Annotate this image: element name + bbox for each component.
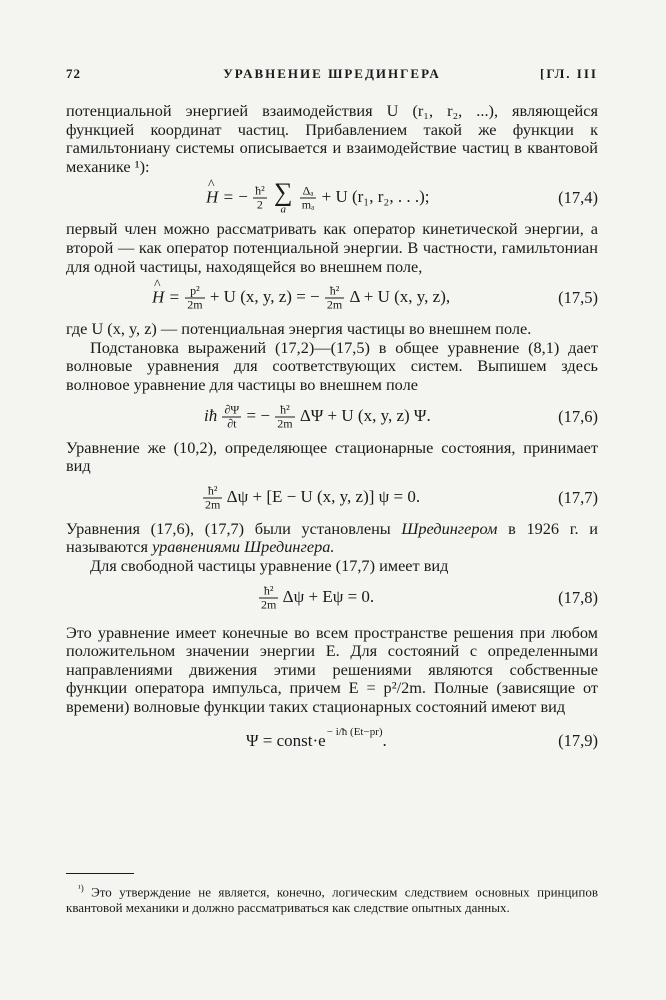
fraction: $\frac{\text{Δₐ}}{\text{mₐ}}$	[301, 183, 315, 212]
running-title: УРАВНЕНИЕ ШРЕДИНГЕРА	[223, 66, 441, 81]
footnote-divider	[66, 873, 134, 874]
exponent: − i/ħ (Et−pr)	[326, 726, 383, 739]
equation-number: (17,9)	[558, 731, 598, 751]
fraction: $\frac{\text{ħ²}}{2}$	[255, 183, 265, 212]
equation-17-7	[66, 476, 598, 520]
sum-symbol: ∑ a	[273, 177, 293, 216]
equation-17-5	[66, 276, 598, 320]
author-name: Шредингером	[401, 518, 498, 538]
fraction: $\frac{\text{ħ²}}{2m}$	[326, 283, 343, 312]
equation-17-8	[66, 576, 598, 620]
fraction: $\frac{\text{p²}}{2m}$	[187, 283, 203, 312]
equation-number: (17,8)	[558, 587, 598, 607]
footnote: $^{^1)}$ Это утверждение не является, конечно, логическим следствием основных принципов квантовой механики и должно рассматриваться как следствие опытных данных.	[66, 883, 598, 916]
running-header	[66, 66, 598, 88]
paragraph-1: потенциальной энергией взаимодействия U (r₁, r₂, ...), являющейся функцией координат частиц. Прибавлением такой же функции к гамильтониану системы описывается и взаимодействие частиц в квантовой механике ¹):	[66, 101, 598, 176]
paragraph-8: Это уравнение имеет конечные во всем пространстве решения при любом положительном значении энергии E. Для состояний с определенными направлениями движения этими решениями являются собственные функции оператора импульса, причем E = p²/2m. Полные (зависящие от времени) волновые функции таких стационарных состояний имеют вид	[66, 622, 598, 716]
page-number: 72	[66, 66, 81, 81]
equation-17-4	[66, 176, 598, 220]
equation-number: (17,5)	[558, 288, 598, 308]
equation-17-6	[66, 395, 598, 439]
hamiltonian-operator: ^ H =	[206, 187, 234, 207]
chapter-label: [ГЛ. III	[539, 66, 598, 81]
fraction: $\frac{\partial\Psi}{\partial t}$	[224, 402, 240, 431]
equation-17-5-formula: ^ H = $\frac{\text{p²}}{2m}$ + U (x, y, z) = − $\frac{\text{ħ²}}{2m}$ Δ + U (x, y, z),	[152, 285, 450, 312]
fraction: $\frac{\text{ħ²}}{2m}$	[205, 483, 221, 512]
equation-number: (17,4)	[558, 188, 598, 208]
equation-17-6-formula: iħ $\frac{\partial\Psi}{\partial t}$ = − $\frac{\text{ħ²}}{2m}$ ΔΨ + U (x, y, z) Ψ.	[204, 402, 431, 431]
paragraph-7: Для свободной частицы уравнение (17,7) имеет вид	[90, 555, 449, 575]
paragraph-3: где U (x, y, z) — потенциальная энергия частицы во внешнем поле.	[66, 319, 532, 339]
equation-number: (17,6)	[558, 406, 598, 426]
fraction: $\frac{\text{ħ²}}{2m}$	[261, 583, 277, 611]
equation-number: (17,7)	[558, 487, 598, 507]
equation-17-9-formula: $\Psi = const\cdot e^{- i/ħ (Et-pr)}$.	[246, 726, 387, 751]
paragraph-2: первый член можно рассматривать как оператор кинетической энергии, а второй — как оператор потенциальной энергии. В частности, гамильтониан для одной частицы, находящейся во внешнем поле,	[66, 219, 598, 276]
equation-17-8-formula: $\frac{\text{ħ²}}{2m}$ Δψ + Eψ = 0.	[261, 583, 375, 611]
hamiltonian-operator: ^ H =	[152, 287, 180, 307]
equation-17-4-formula: ^ H = − $\frac{\text{ħ²}}{2}$ ∑ a $\frac{\text{Δₐ}}{\text{mₐ}}$ + U (r₁, r₂, . . .);	[206, 181, 429, 216]
page-body	[66, 102, 598, 766]
paragraph-4: Подстановка выражений (17,2)—(17,5) в общее уравнение (8,1) дает волновые уравнения для соответствующих систем. Выпишем здесь волновое уравнение для частицы во внешнем поле	[66, 337, 598, 394]
equation-term: уравнениями Шредингера.	[152, 537, 335, 557]
footnote-marker: ¹)	[78, 883, 84, 893]
equation-17-7-formula: $\frac{\text{ħ²}}{2m}$ Δψ + [E − U (x, y, z)] ψ = 0.	[205, 483, 421, 512]
equation-17-9	[66, 716, 598, 766]
fraction: $\frac{\text{ħ²}}{2m}$	[277, 402, 293, 431]
paragraph-5: Уравнение же (10,2), определяющее стационарные состояния, принимает вид	[66, 437, 598, 476]
paragraph-6: Уравнения (17,6), (17,7) были установлены Шредингером в 1926 г. и называются уравнениями Шредингера.	[66, 518, 598, 557]
